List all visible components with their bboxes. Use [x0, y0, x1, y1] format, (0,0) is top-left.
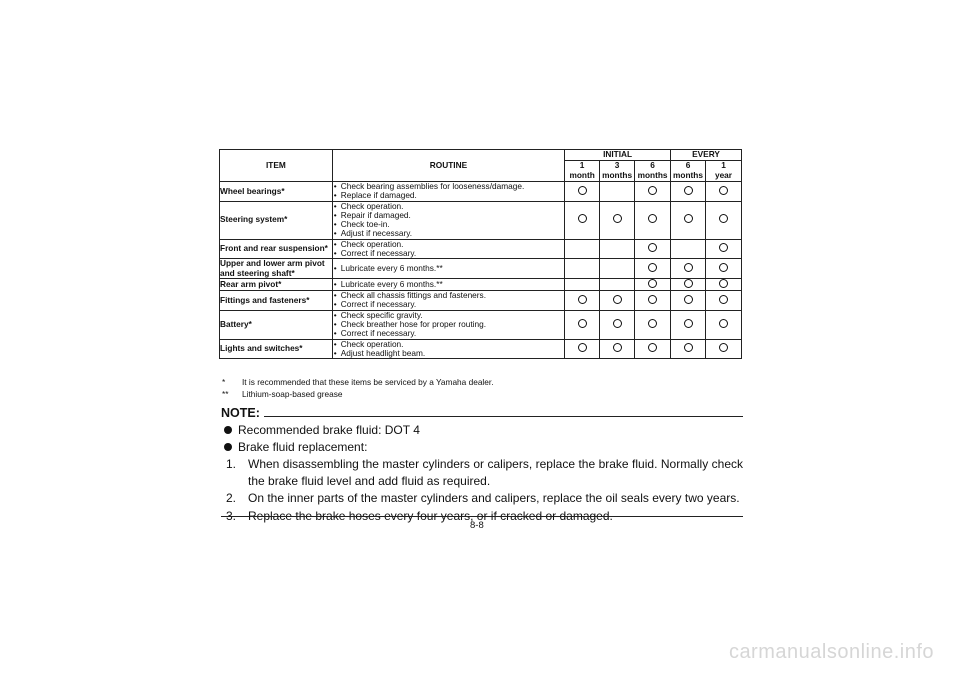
interval-cell — [635, 182, 671, 202]
circle-mark-icon — [648, 295, 657, 304]
bullet-icon — [224, 443, 232, 451]
interval-cell — [635, 310, 671, 339]
circle-mark-icon — [719, 319, 728, 328]
interval-cell — [565, 182, 600, 202]
circle-mark-icon — [684, 263, 693, 272]
watermark: carmanualsonline.info — [728, 641, 934, 663]
note-bullet-brake-fluid — [221, 423, 743, 437]
circle-mark-icon — [578, 295, 587, 304]
bullet-icon — [224, 426, 232, 434]
routine-step: • Adjust headlight beam. — [333, 349, 564, 358]
item-cell: Rear arm pivot* — [220, 278, 333, 290]
circle-mark-icon — [684, 279, 693, 288]
note-section — [221, 406, 743, 525]
circle-mark-icon — [648, 279, 657, 288]
interval-unit: months — [637, 170, 668, 180]
routine-cell — [332, 339, 564, 359]
interval-cell — [635, 278, 671, 290]
circle-mark-icon — [719, 279, 728, 288]
interval-cell — [635, 239, 671, 259]
interval-cell — [600, 182, 635, 202]
interval-number: 1 — [579, 160, 585, 171]
item-cell: Steering system* — [220, 201, 333, 239]
circle-mark-icon — [578, 319, 587, 328]
circle-mark-icon — [684, 295, 693, 304]
header-interval — [635, 161, 671, 182]
routine-step: • Check operation. — [333, 240, 564, 249]
note-step-1: 1. When disassembling the master cylinders or calipers, replace the brake fluid. Normally check the brake fluid level and add fluid as required. — [226, 457, 743, 488]
interval-cell — [671, 239, 706, 259]
table-row — [220, 278, 742, 290]
note-bullet-replacement — [221, 440, 743, 454]
circle-mark-icon — [719, 263, 728, 272]
table-row — [220, 239, 742, 259]
header-interval — [706, 161, 742, 182]
interval-cell — [706, 291, 742, 311]
routine-cell — [332, 239, 564, 259]
interval-cell — [706, 339, 742, 359]
note-step-2: 2. On the inner parts of the master cylinders and calipers, replace the oil seals every two years. — [226, 491, 740, 505]
routine-step: • Lubricate every 6 months.** — [333, 280, 564, 289]
footnote-1-text: It is recommended that these items be serviced by a Yamaha dealer. — [242, 377, 494, 387]
interval-unit: months — [673, 170, 703, 180]
interval-cell — [671, 310, 706, 339]
routine-list — [333, 311, 564, 339]
table-row — [220, 339, 742, 359]
interval-cell — [706, 310, 742, 339]
routine-list — [333, 264, 564, 273]
interval-unit: year — [714, 170, 733, 180]
circle-mark-icon — [578, 343, 587, 352]
circle-mark-icon — [719, 186, 728, 195]
table-row — [220, 201, 742, 239]
interval-cell — [565, 259, 600, 279]
footnote-2-text: Lithium-soap-based grease — [242, 389, 343, 399]
header-initial: INITIAL — [565, 150, 671, 161]
interval-number: 1 — [721, 160, 726, 171]
routine-cell — [332, 182, 564, 202]
interval-cell — [671, 278, 706, 290]
interval-cell — [706, 201, 742, 239]
circle-mark-icon — [613, 214, 622, 223]
interval-cell — [600, 201, 635, 239]
interval-cell — [600, 291, 635, 311]
note-bullet-text: Recommended brake fluid: DOT 4 — [238, 423, 420, 437]
routine-step: • Correct if necessary. — [333, 300, 564, 309]
header-interval — [600, 161, 635, 182]
footnote-2 — [222, 388, 494, 400]
routine-step: • Correct if necessary. — [333, 329, 564, 338]
item-cell: Front and rear suspension* — [220, 239, 333, 259]
header-item: ITEM — [220, 150, 333, 182]
circle-mark-icon — [578, 186, 587, 195]
circle-mark-icon — [648, 243, 657, 252]
item-cell: Wheel bearings* — [220, 182, 333, 202]
interval-cell — [600, 239, 635, 259]
routine-cell — [332, 201, 564, 239]
header-interval — [565, 161, 600, 182]
note-bullet-text: Brake fluid replacement: — [238, 440, 368, 454]
note-heading — [221, 406, 743, 420]
interval-cell — [671, 339, 706, 359]
table-row — [220, 182, 742, 202]
routine-step: • Replace if damaged. — [333, 191, 564, 200]
header-interval — [671, 161, 706, 182]
interval-cell — [635, 201, 671, 239]
circle-mark-icon — [719, 243, 728, 252]
footnote-2-mark: ** — [222, 389, 229, 399]
circle-mark-icon — [684, 343, 693, 352]
circle-mark-icon — [648, 214, 657, 223]
routine-cell — [332, 291, 564, 311]
interval-number: 6 — [650, 160, 655, 171]
circle-mark-icon — [648, 263, 657, 272]
interval-cell — [706, 239, 742, 259]
header-routine: ROUTINE — [332, 150, 564, 182]
routine-list — [333, 202, 564, 239]
circle-mark-icon — [684, 186, 693, 195]
circle-mark-icon — [719, 214, 728, 223]
interval-cell — [565, 278, 600, 290]
interval-cell — [706, 278, 742, 290]
circle-mark-icon — [613, 295, 622, 304]
item-cell: Upper and lower arm pivot and steering shaft* — [220, 259, 333, 279]
routine-cell — [332, 278, 564, 290]
interval-cell — [565, 201, 600, 239]
interval-cell — [671, 182, 706, 202]
routine-step: • Check operation. — [333, 202, 564, 211]
circle-mark-icon — [578, 214, 587, 223]
routine-list — [333, 340, 564, 359]
interval-cell — [706, 259, 742, 279]
item-cell: Fittings and fasteners* — [220, 291, 333, 311]
routine-step: • Check specific gravity. — [333, 311, 564, 320]
routine-step: • Repair if damaged. — [333, 211, 564, 220]
footnote-1 — [222, 376, 494, 388]
interval-cell — [671, 201, 706, 239]
routine-cell — [332, 310, 564, 339]
footnote-1-mark: * — [222, 377, 226, 387]
interval-number: 6 — [685, 160, 691, 171]
note-step-text: On the inner parts of the master cylinders and calipers, replace the oil seals every two years. — [248, 491, 740, 505]
interval-cell — [565, 310, 600, 339]
circle-mark-icon — [613, 343, 622, 352]
interval-cell — [671, 259, 706, 279]
routine-step: • Check operation. — [333, 340, 564, 349]
routine-step: • Check toe-in. — [333, 220, 564, 229]
interval-cell — [565, 239, 600, 259]
routine-step: • Check bearing assemblies for looseness/damage. — [333, 182, 564, 191]
interval-cell — [600, 278, 635, 290]
note-step-text: Replace the brake hoses every four years, or if cracked or damaged. — [248, 508, 613, 523]
note-steps — [221, 456, 743, 524]
routine-step: • Correct if necessary. — [333, 249, 564, 258]
interval-cell — [671, 291, 706, 311]
interval-cell — [600, 259, 635, 279]
note-step-3: 3. Replace the brake hoses every four years, or if cracked or damaged. — [226, 508, 613, 523]
interval-number: 3 — [614, 160, 620, 171]
interval-cell — [600, 339, 635, 359]
circle-mark-icon — [648, 343, 657, 352]
circle-mark-icon — [684, 319, 693, 328]
circle-mark-icon — [719, 295, 728, 304]
note-rule — [264, 416, 743, 417]
routine-step: • Lubricate every 6 months.** — [333, 264, 564, 273]
interval-cell — [565, 291, 600, 311]
maintenance-table — [219, 149, 742, 359]
routine-cell — [332, 259, 564, 279]
interval-cell — [706, 182, 742, 202]
circle-mark-icon — [719, 343, 728, 352]
routine-step: • Adjust if necessary. — [333, 229, 564, 238]
interval-unit: month — [569, 170, 595, 180]
table-row — [220, 259, 742, 279]
interval-cell — [635, 259, 671, 279]
interval-cell — [565, 339, 600, 359]
interval-cell — [600, 310, 635, 339]
routine-list — [333, 240, 564, 259]
routine-step: • Check breather hose for proper routing. — [333, 320, 564, 329]
table-row — [220, 291, 742, 311]
table-row — [220, 310, 742, 339]
circle-mark-icon — [613, 319, 622, 328]
routine-list — [333, 182, 564, 201]
circle-mark-icon — [648, 319, 657, 328]
item-cell: Battery* — [220, 310, 333, 339]
page-number: 8-8 — [470, 520, 484, 531]
note-step-text: When disassembling the master cylinders or calipers, replace the brake fluid. Normally check the brake fluid level and add fluid as required. — [248, 457, 743, 488]
routine-step: • Check all chassis fittings and fasteners. — [333, 291, 564, 300]
interval-unit: months — [602, 170, 633, 180]
item-cell: Lights and switches* — [220, 339, 333, 359]
page-bottom-rule — [221, 516, 743, 517]
routine-list — [333, 280, 564, 289]
circle-mark-icon — [684, 214, 693, 223]
note-title: NOTE: — [221, 406, 260, 420]
header-every: EVERY — [671, 150, 742, 161]
interval-cell — [635, 291, 671, 311]
routine-list — [333, 291, 564, 310]
circle-mark-icon — [648, 186, 657, 195]
interval-cell — [635, 339, 671, 359]
footnotes — [222, 376, 494, 400]
